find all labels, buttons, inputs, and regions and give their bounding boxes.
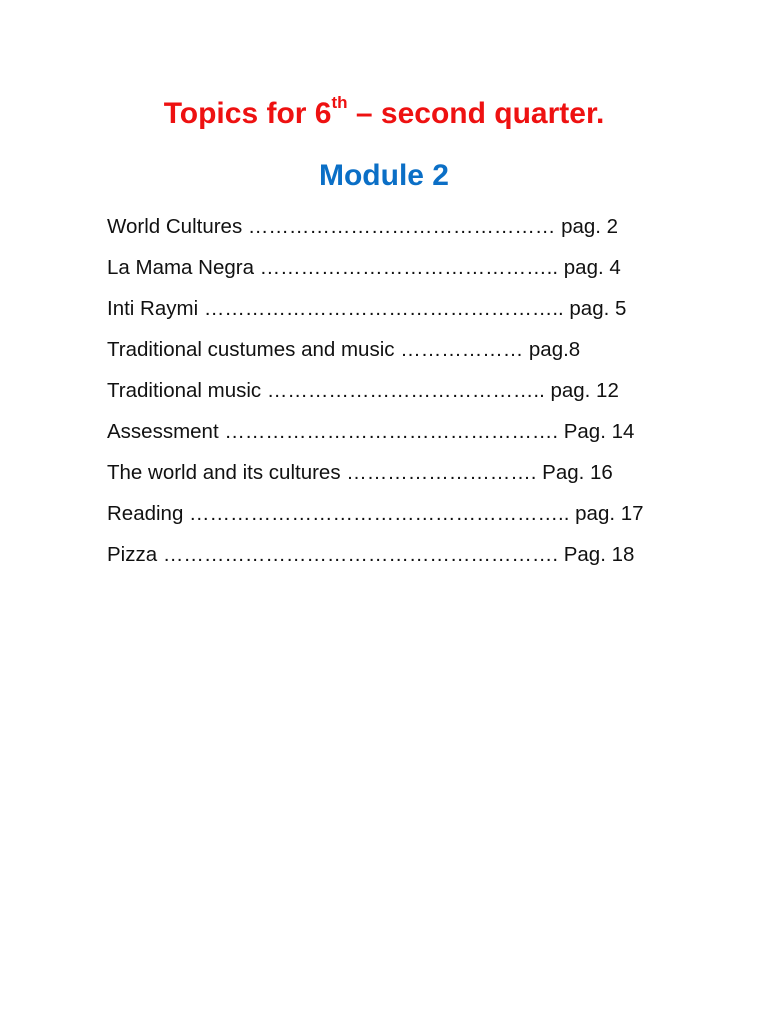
toc-entry: Pizza …………………………………………………. Pag. 18 [107, 543, 635, 566]
toc-entry: La Mama Negra …………………………………….. pag. 4 [107, 256, 621, 279]
title-prefix: Topics for 6 [163, 97, 332, 130]
page-title [0, 93, 768, 132]
toc-entry: Inti Raymi …………………………………………….. pag. 5 [107, 297, 627, 320]
toc-entry: Traditional music ………………………………….. pag. 12 [107, 379, 619, 402]
toc-entry: World Cultures ……………………………………… pag. 2 [107, 215, 619, 238]
module-heading: Module 2 [318, 159, 449, 192]
toc-entry: Reading ……………………………………………….. pag. 17 [107, 502, 644, 525]
table-of-contents [107, 211, 667, 580]
title-superscript: th [331, 93, 348, 112]
toc-entry: Traditional custumes and music ……………… pag.8 [107, 338, 581, 361]
toc-entry: Assessment …………………………………………. Pag. 14 [107, 420, 635, 443]
title-suffix: – second quarter. [347, 97, 605, 130]
toc-entry: The world and its cultures ………………………. Pag. 16 [107, 461, 613, 484]
